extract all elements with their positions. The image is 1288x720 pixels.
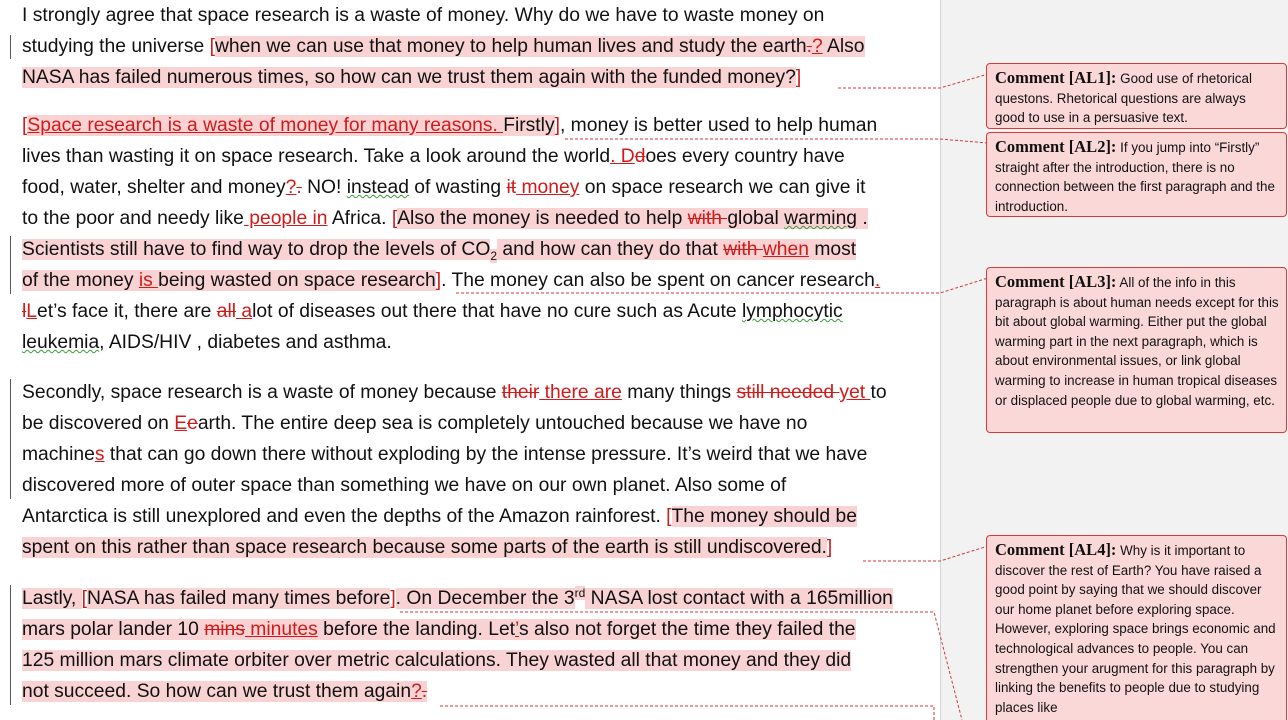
superscript-text: rd <box>574 585 586 600</box>
commented-text[interactable]: before the landing. Let <box>317 619 516 640</box>
inserted-text[interactable]: L <box>26 301 38 322</box>
text-run: of wasting <box>408 177 507 198</box>
commented-text[interactable]: NASA has failed numerous times, so how can we trust them again with the funded money? <box>22 67 796 88</box>
text-line <box>22 501 922 532</box>
text-run: studying the universe <box>22 36 210 57</box>
text-run: discovered more of outer space than something we have on our own planet. Also <box>22 475 718 496</box>
inserted-text[interactable]: people in <box>243 208 328 229</box>
inserted-text[interactable]: money <box>516 177 580 198</box>
text-run: arth. The entire deep sea is completely untouched because we have no <box>197 413 808 434</box>
comment-bracket: ] <box>390 588 396 609</box>
commented-text[interactable]: being wasted on space research <box>158 270 436 291</box>
commented-text[interactable]: NASA lost contact with a 165million <box>585 588 893 609</box>
inserted-text[interactable]: Space research is a waste of money for many reasons. <box>27 115 504 136</box>
comment-balloon-al4[interactable] <box>986 535 1287 720</box>
comment-bracket: [ <box>81 588 88 609</box>
inserted-text[interactable]: yet <box>839 382 871 403</box>
commented-text[interactable]: mars polar lander 10 <box>22 619 205 640</box>
inserted-text[interactable]: is <box>138 270 159 291</box>
commented-text[interactable]: when we can use that money to help human lives and study the earth <box>214 36 807 57</box>
deleted-text[interactable]: mins <box>204 619 245 640</box>
text-run: lives than wasting it on space research. Take a look around the world <box>22 146 611 167</box>
text-line <box>22 172 922 203</box>
comment-bracket: [ <box>209 36 215 57</box>
text-run: many things <box>621 382 737 403</box>
text-line <box>22 62 922 93</box>
inserted-text[interactable]: . <box>874 270 881 291</box>
comment-text: Good use of rhetorical questons. Rhetorical questions are always good to use in a persuasive text. <box>995 71 1252 126</box>
commented-text[interactable]: 125 million mars climate orbiter over metric calculations. They wasted all that money and they did <box>22 650 852 671</box>
deleted-text[interactable]: l <box>22 301 27 322</box>
deleted-text[interactable]: . <box>421 681 428 702</box>
change-bar <box>10 379 11 499</box>
commented-text[interactable]: Firstly <box>503 115 555 136</box>
text-run: to <box>870 382 887 403</box>
deleted-text[interactable]: their <box>501 382 540 403</box>
commented-text[interactable]: NASA has failed many times before <box>87 588 391 609</box>
text-line <box>22 265 922 296</box>
deleted-text[interactable]: with <box>723 239 763 260</box>
text-line <box>22 676 922 707</box>
text-run: oes every country have <box>645 146 845 167</box>
comment-bracket: ] <box>795 67 802 88</box>
text-line <box>22 408 922 439</box>
comment-bracket: [ <box>22 115 28 136</box>
text-line <box>22 614 922 645</box>
text-line <box>22 532 922 563</box>
inserted-text[interactable]: E <box>174 413 188 434</box>
paragraph-body-1[interactable] <box>22 110 922 358</box>
deleted-text[interactable]: all <box>216 301 237 322</box>
deleted-text[interactable]: d <box>634 146 646 167</box>
text-line <box>22 234 922 265</box>
inserted-text[interactable]: when <box>762 239 809 260</box>
text-run: NO! <box>301 177 347 198</box>
inserted-text[interactable]: ? <box>411 681 422 702</box>
deleted-text[interactable]: e <box>187 413 198 434</box>
commented-text[interactable]: The money should be <box>671 506 857 527</box>
comment-label: Comment [AL1]: <box>995 68 1117 87</box>
inserted-text[interactable]: a <box>236 301 253 322</box>
text-line <box>22 583 922 614</box>
commented-text[interactable]: Lastly, <box>22 588 82 609</box>
paragraph-body-3[interactable] <box>22 583 922 707</box>
commented-text[interactable]: Also the money is needed to help <box>397 208 688 229</box>
inserted-text[interactable]: s <box>94 444 105 465</box>
change-bar <box>10 35 11 59</box>
grammar-flagged-text[interactable]: instead <box>346 177 409 198</box>
commented-text[interactable]: of the money <box>22 270 139 291</box>
inserted-text[interactable]: ’ <box>515 619 519 640</box>
inserted-text[interactable]: there are <box>539 382 622 403</box>
text-line <box>22 377 922 408</box>
comment-balloon-al2[interactable] <box>986 132 1287 217</box>
text-run: , money is better used to help human <box>559 115 878 136</box>
commented-text[interactable]: . On December the 3 <box>395 588 575 609</box>
commented-text[interactable]: not succeed. So how can we trust them again <box>22 681 412 702</box>
deleted-text[interactable]: still needed <box>736 382 840 403</box>
text-line <box>22 296 922 327</box>
deleted-text[interactable]: it <box>506 177 517 198</box>
text-line <box>22 327 922 358</box>
text-run: be discovered on <box>22 413 175 434</box>
commented-text[interactable]: s also not forget the time they failed the <box>518 619 856 640</box>
text-run: on space research we can give it <box>579 177 866 198</box>
deleted-text[interactable]: . <box>296 177 302 198</box>
comment-bracket: [ <box>391 208 398 229</box>
change-bar <box>10 236 11 294</box>
inserted-text[interactable]: ? <box>811 36 823 57</box>
comment-label: Comment [AL4]: <box>995 540 1117 559</box>
comment-bracket: [ <box>666 506 672 527</box>
text-run: Antarctica is still unexplored and even the depths of the Amazon rainforest. <box>22 506 667 527</box>
text-run: food, water, shelter and money <box>22 177 286 198</box>
comment-text: Why is it important to discover the rest of Earth? You have raised a good point by saying that we should discover our home planet before exploring space. However, exploring space brings economic and technological advances to people. You can strengthen your arugment for this paragraph by linking the benefits to people due to studying places like <box>995 543 1276 715</box>
commented-text[interactable]: global <box>727 208 785 229</box>
text-line <box>22 470 922 501</box>
text-line <box>22 439 922 470</box>
text-run: to the poor and needy like <box>22 208 244 229</box>
commented-text[interactable]: and how can they do that <box>497 239 724 260</box>
text-line <box>22 31 922 62</box>
text-run: , AIDS/HIV , diabetes and asthma. <box>99 332 392 353</box>
commented-text[interactable]: spent on this rather than space research because some parts of the earth is still undiscovered. <box>22 537 827 558</box>
comment-bracket: ] <box>826 537 833 558</box>
text-run: I strongly agree that space research is a waste of money. Why do we have to waste money on <box>22 5 825 26</box>
deleted-text[interactable]: . <box>806 36 812 57</box>
subscript-text: 2 <box>490 248 498 263</box>
comment-label: Comment [AL2]: <box>995 137 1117 156</box>
commented-text[interactable]: Also <box>822 36 865 57</box>
commented-text[interactable]: Scientists still have to find way to drop the levels of CO <box>22 239 491 260</box>
text-line <box>22 110 922 141</box>
text-run: that can go down there without exploding by the intense pressure. It’s weird that we have <box>104 444 868 465</box>
text-run: lot of diseases out there that have no cure such as Acute <box>252 301 742 322</box>
text-run: . The money can also be spent on cancer research <box>441 270 875 291</box>
text-run: some of <box>717 475 787 496</box>
comment-balloon-al3[interactable] <box>986 267 1287 433</box>
text-run: et’s face it, there are <box>37 301 217 322</box>
grammar-flagged-text[interactable]: lymphocytic <box>741 301 843 322</box>
text-run: Secondly, space research is a waste of money because <box>22 382 502 403</box>
comment-bracket: ] <box>435 270 442 291</box>
paragraph-intro[interactable] <box>22 0 922 93</box>
comment-label: Comment [AL3]: <box>995 272 1117 291</box>
comment-text: All of the info in this paragraph is about human needs except for this bit about global warming. Either put the global warming part in the next paragraph, which is about environmental issues, or link global warming to increase in human tropical diseases or displaced people due to global warming, etc. <box>995 275 1279 408</box>
inserted-text[interactable]: ? <box>285 177 297 198</box>
grammar-flagged-text[interactable]: leukemia <box>22 332 100 353</box>
change-bar <box>10 585 11 705</box>
commented-text[interactable]: most <box>808 239 857 260</box>
text-run: Africa. <box>327 208 392 229</box>
comment-bracket: ] <box>554 115 560 136</box>
grammar-flagged-text[interactable]: warming <box>784 208 858 229</box>
comment-text: If you jump into “Firstly” straight after the introduction, there is no connection between the first paragraph and the introduction. <box>995 140 1275 214</box>
commented-text[interactable]: . <box>857 208 868 229</box>
text-line <box>22 645 922 676</box>
text-line <box>22 203 922 234</box>
text-run: machine <box>22 444 95 465</box>
inserted-text[interactable]: . D <box>610 146 635 167</box>
deleted-text[interactable]: with <box>687 208 728 229</box>
inserted-text[interactable]: minutes <box>244 619 318 640</box>
text-line <box>22 0 922 31</box>
text-line <box>22 141 922 172</box>
comment-balloon-al1[interactable] <box>986 63 1287 129</box>
paragraph-body-2[interactable] <box>22 377 922 563</box>
